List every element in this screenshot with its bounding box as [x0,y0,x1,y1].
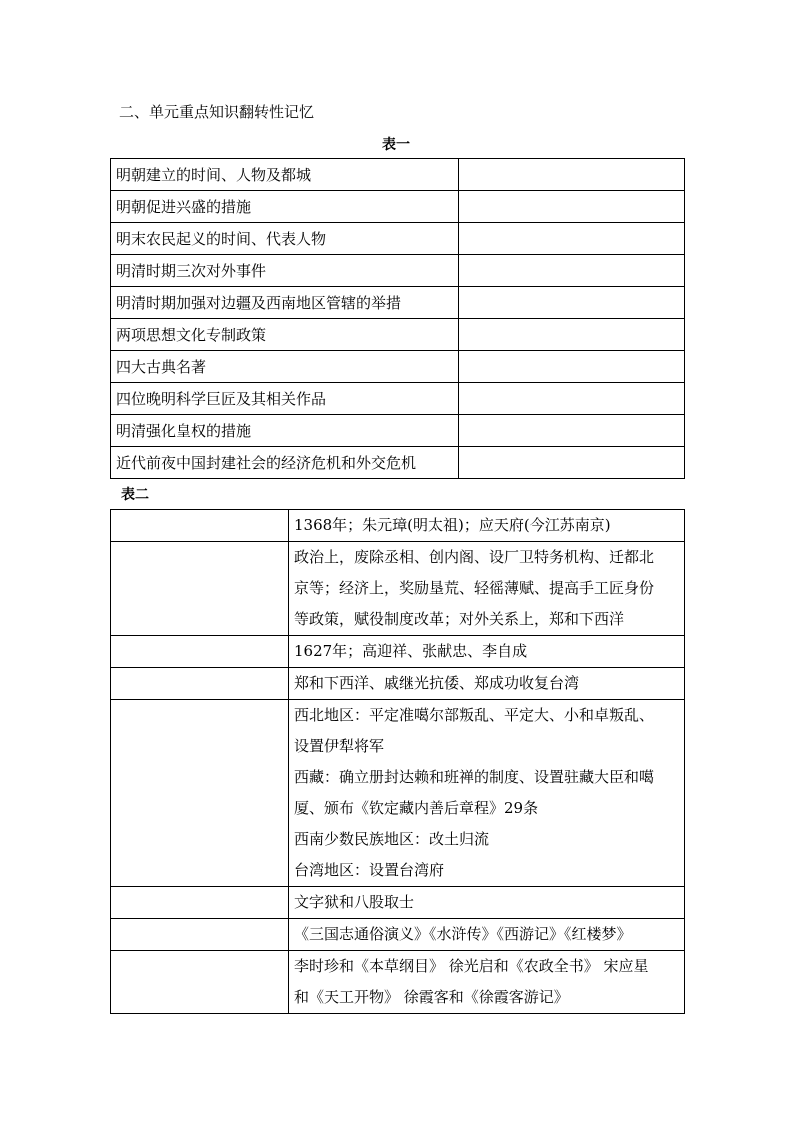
table1-question-cell: 四大古典名著 [111,351,459,383]
answer-line: 京等；经济上，奖励垦荒、轻徭薄赋、提高手工匠身份 [294,579,655,597]
section-heading: 二、单元重点知识翻转性记忆 [119,103,315,121]
answer-line: 台湾地区：设置台湾府 [294,861,445,879]
table1-answer-cell[interactable] [459,319,685,351]
table2-answer-cell [289,919,685,951]
table2-row [111,510,685,542]
table2-row [111,636,685,668]
table2-question-cell[interactable] [111,542,289,636]
table1-row [111,191,685,223]
table2-row [111,919,685,951]
table2-answer-cell [289,951,685,1014]
table1-row [111,415,685,447]
table1-row [111,447,685,479]
table1-answer-cell[interactable] [459,383,685,415]
table2-question-cell[interactable] [111,951,289,1014]
table1-question-cell: 明清时期加强对边疆及西南地区管辖的举措 [111,287,459,319]
table2-row [111,668,685,700]
table1-answer-cell[interactable] [459,415,685,447]
table1-question-cell: 明朝促进兴盛的措施 [111,191,459,223]
table1-row [111,287,685,319]
table2-answer-cell [289,700,685,887]
table2-row [111,700,685,887]
table1-answer-cell[interactable] [459,351,685,383]
table2-answer-cell [289,542,685,636]
table1-question-cell: 四位晚明科学巨匠及其相关作品 [111,383,459,415]
table2-answer-cell [289,668,685,700]
table2-question-cell[interactable] [111,636,289,668]
table1-answer-cell[interactable] [459,159,685,191]
answer-line: 《三国志通俗演义》《水浒传》《西游记》《红楼梦》 [294,925,632,943]
table1-row [111,351,685,383]
answer-line: 1627年；高迎祥、张献忠、李自成 [294,642,528,660]
answer-line: 等政策，赋役制度改革；对外关系上，郑和下西洋 [294,610,625,628]
table1-question-cell: 明朝建立的时间、人物及都城 [111,159,459,191]
table1-question-cell: 近代前夜中国封建社会的经济危机和外交危机 [111,447,459,479]
answer-line: 文字狱和八股取士 [294,893,415,911]
table1-question-cell: 明末农民起义的时间、代表人物 [111,223,459,255]
table2-question-cell[interactable] [111,887,289,919]
table2 [110,509,685,1014]
table2-question-cell[interactable] [111,919,289,951]
answer-line: 设置伊犁将军 [294,737,385,755]
table2-row [111,542,685,636]
table1-answer-cell[interactable] [459,287,685,319]
answer-line: 郑和下西洋、戚继光抗倭、郑成功收复台湾 [294,674,580,692]
table2-question-cell[interactable] [111,700,289,887]
table2-answer-cell [289,636,685,668]
answer-line: 1368年；朱元璋(明太祖)；应天府(今江苏南京) [294,516,611,534]
table1-question-cell: 明清强化皇权的措施 [111,415,459,447]
table1-answer-cell[interactable] [459,191,685,223]
answer-line: 西藏：确立册封达赖和班禅的制度、设置驻藏大臣和噶 [294,768,655,786]
table2-answer-cell [289,510,685,542]
table2-caption: 表二 [121,487,149,503]
table2-question-cell[interactable] [111,510,289,542]
table1-row [111,255,685,287]
table2-row [111,951,685,1014]
table2-answer-cell [289,887,685,919]
table2-row [111,887,685,919]
table1 [110,158,685,479]
table2-question-cell[interactable] [111,668,289,700]
table1-row [111,383,685,415]
answer-line: 西北地区：平定准噶尔部叛乱、平定大、小和卓叛乱、 [294,706,655,724]
answer-line: 李时珍和《本草纲目》 徐光启和《农政全书》 宋应星 [294,957,649,975]
table1-row [111,223,685,255]
table1-answer-cell[interactable] [459,255,685,287]
table1-caption: 表一 [382,137,410,153]
table1-question-cell: 明清时期三次对外事件 [111,255,459,287]
table1-row [111,319,685,351]
table1-row [111,159,685,191]
table1-question-cell: 两项思想文化专制政策 [111,319,459,351]
answer-line: 和《天工开物》 徐霞客和《徐霞客游记》 [294,988,569,1006]
answer-line: 政治上，废除丞相、创内阁、设厂卫特务机构、迁都北 [294,548,655,566]
answer-line: 厦、颁布《钦定藏内善后章程》29条 [294,799,539,817]
table1-answer-cell[interactable] [459,223,685,255]
answer-line: 西南少数民族地区：改土归流 [294,830,490,848]
table1-answer-cell[interactable] [459,447,685,479]
